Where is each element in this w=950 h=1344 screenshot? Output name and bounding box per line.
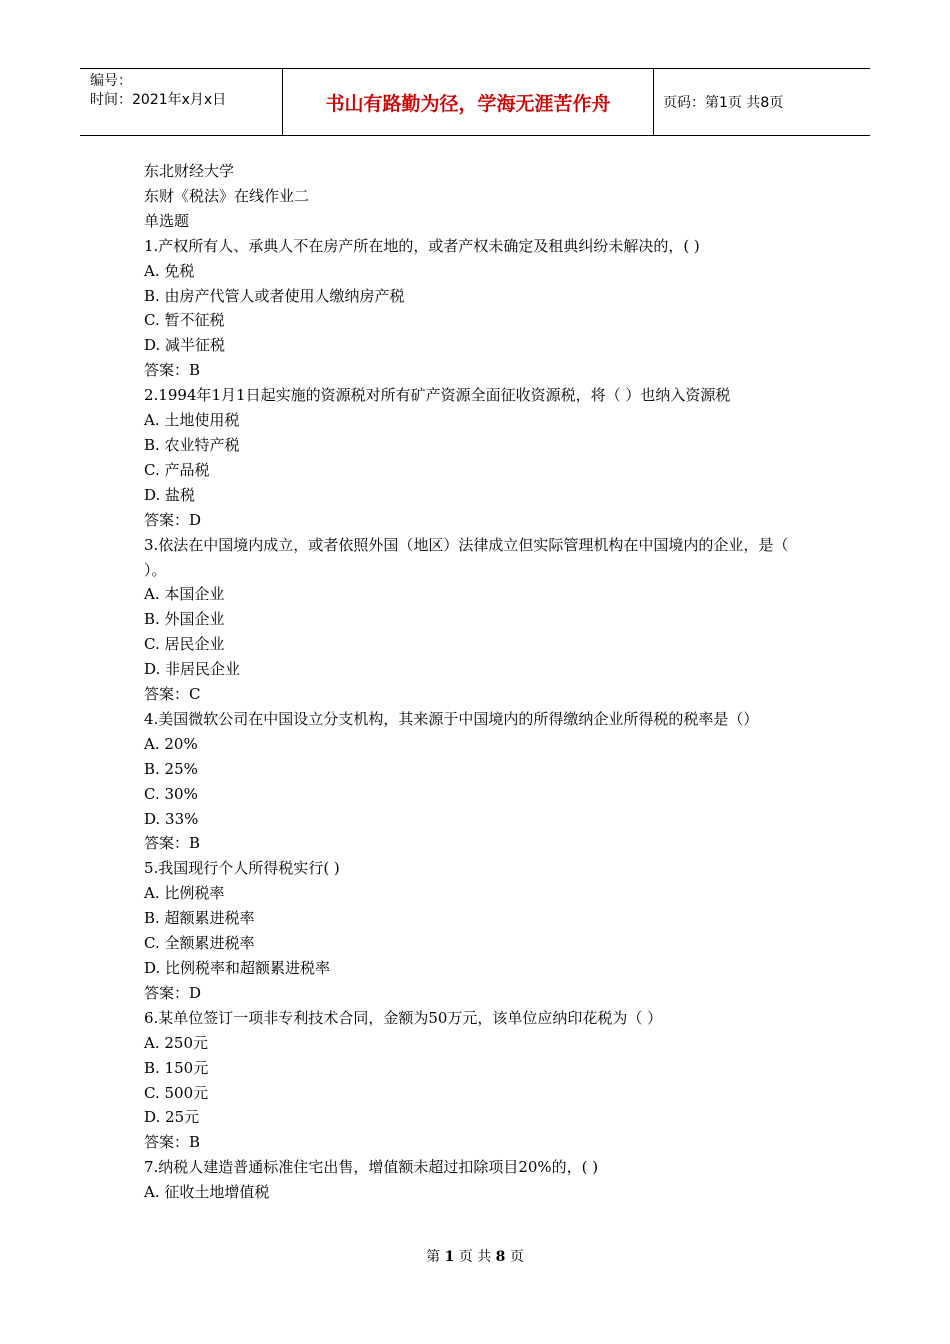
option: C. 暂不征税 bbox=[144, 311, 225, 330]
option: D. 33% bbox=[144, 809, 199, 828]
footer-prefix: 第 bbox=[426, 1249, 441, 1265]
footer-total-pages: 8 bbox=[495, 1249, 506, 1265]
section-heading: 单选题 bbox=[144, 211, 190, 230]
footer-current-page: 1 bbox=[444, 1249, 455, 1265]
answer: 答案：B bbox=[144, 361, 201, 380]
document-title: 东财《税法》在线作业二 bbox=[144, 186, 310, 205]
question-text: 1.产权所有人、承典人不在房产所在地的，或者产权未确定及租典纠纷未解决的，( ) bbox=[144, 236, 700, 255]
option: A. 20% bbox=[144, 734, 198, 753]
answer: 答案：D bbox=[144, 510, 202, 529]
option: C. 500元 bbox=[144, 1083, 209, 1102]
page-header bbox=[80, 68, 870, 136]
option: D. 减半征税 bbox=[144, 336, 226, 355]
footer-middle: 页 共 bbox=[458, 1249, 492, 1265]
question-text: 7.纳税人建造普通标准住宅出售，增值额未超过扣除项目20%的，( ) bbox=[144, 1158, 599, 1177]
option: A. 250元 bbox=[144, 1033, 208, 1052]
option: D. 25元 bbox=[144, 1108, 200, 1127]
option: B. 外国企业 bbox=[144, 610, 225, 629]
option: B. 150元 bbox=[144, 1058, 209, 1077]
option: B. 农业特产税 bbox=[144, 435, 240, 454]
option: A. 土地使用税 bbox=[144, 411, 240, 430]
question-7 bbox=[144, 1155, 814, 1205]
option: C. 产品税 bbox=[144, 460, 210, 479]
document-body bbox=[144, 159, 814, 1205]
option: D. 比例税率和超额累进税率 bbox=[144, 959, 331, 977]
question-text: 4.美国微软公司在中国设立分支机构，其来源于中国境内的所得缴纳企业所得税的税率是（） bbox=[144, 709, 759, 728]
option: B. 超额累进税率 bbox=[144, 909, 255, 928]
answer: 答案：C bbox=[144, 685, 201, 704]
option: A. 本国企业 bbox=[144, 585, 225, 604]
header-motto: 书山有路勤为径，学海无涯苦作舟 bbox=[282, 69, 654, 135]
option: B. 由房产代管人或者使用人缴纳房产税 bbox=[144, 286, 405, 305]
time-label: 时间：2021年x月x日 bbox=[90, 92, 227, 108]
option: C. 30% bbox=[144, 784, 198, 803]
option: B. 25% bbox=[144, 759, 198, 778]
code-label: 编号： bbox=[90, 73, 132, 89]
question-3 bbox=[144, 533, 814, 707]
option: D. 盐税 bbox=[144, 485, 196, 504]
option: C. 全额累进税率 bbox=[144, 934, 255, 953]
school-name: 东北财经大学 bbox=[144, 162, 235, 180]
question-text: 2.1994年1月1日起实施的资源税对所有矿产资源全面征收资源税，将（ ）也纳入资源税 bbox=[144, 386, 731, 405]
answer: 答案：B bbox=[144, 834, 201, 853]
option: A. 免税 bbox=[144, 261, 195, 280]
option: A. 比例税率 bbox=[144, 884, 225, 903]
footer-suffix: 页 bbox=[509, 1249, 524, 1265]
question-6 bbox=[144, 1006, 814, 1155]
question-text: 6.某单位签订一项非专利技术合同，金额为50万元，该单位应纳印花税为（ ） bbox=[144, 1008, 663, 1027]
option: C. 居民企业 bbox=[144, 635, 225, 654]
answer: 答案：D bbox=[144, 983, 202, 1002]
question-4 bbox=[144, 707, 814, 856]
answer: 答案：B bbox=[144, 1133, 201, 1152]
question-5 bbox=[144, 856, 814, 1005]
option: D. 非居民企业 bbox=[144, 660, 241, 679]
header-meta bbox=[80, 69, 282, 135]
page-footer bbox=[0, 1246, 950, 1266]
question-text: 5.我国现行个人所得税实行( ) bbox=[144, 859, 340, 878]
question-2 bbox=[144, 383, 814, 532]
header-page-info: 页码：第1页 共8页 bbox=[663, 95, 784, 111]
option: A. 征收土地增值税 bbox=[144, 1183, 270, 1202]
question-1 bbox=[144, 234, 814, 383]
question-text: 3.依法在中国境内成立，或者依照外国（地区）法律成立但实际管理机构在中国境内的企业，是（ ）。 bbox=[144, 535, 789, 579]
